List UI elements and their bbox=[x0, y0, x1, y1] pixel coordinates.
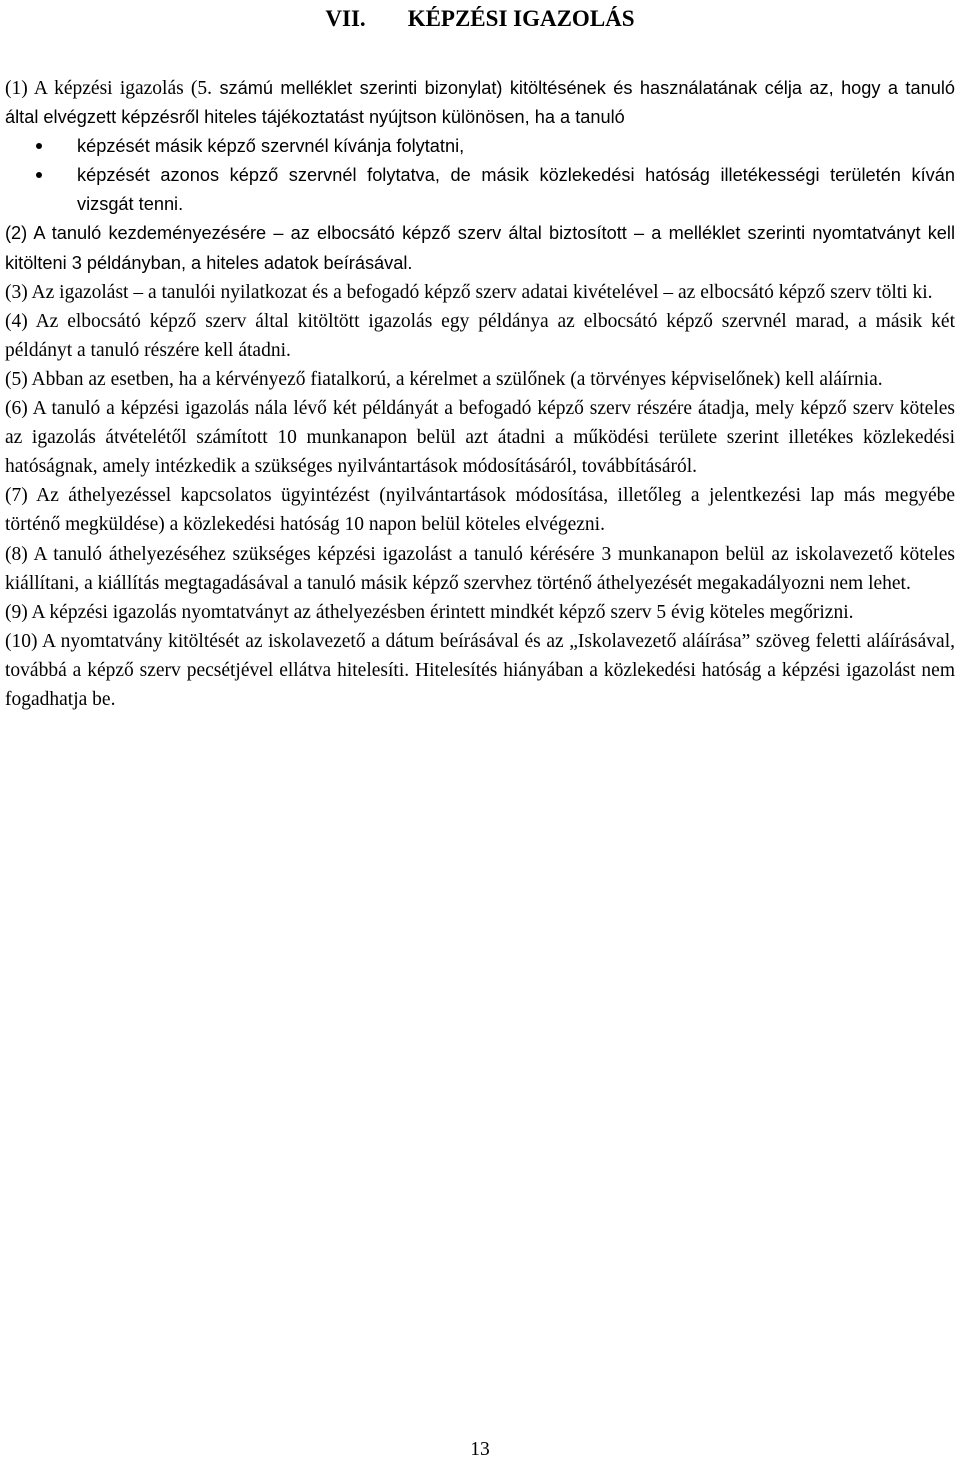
paragraph-8: (8) A tanuló áthelyezéséhez szükséges képzési igazolást a tanuló kérésére 3 munkanapon belül az iskolavezető köteles kiállítani, a kiállítás megtagadásával a tanuló másik képző szervhez történő áthelyezését megakadályozni nem lehet. bbox=[5, 543, 955, 594]
paragraph-9: (9) A képzési igazolás nyomtatványt az áthelyezésben érintett mindkét képző szerv 5 évig köteles megőrizni. bbox=[5, 601, 854, 623]
paragraph-3: (3) Az igazolást – a tanulói nyilatkozat és a befogadó képző szerv adatai kivételével – az elbocsátó képző szerv tölti ki. bbox=[5, 281, 933, 303]
bullet-list bbox=[5, 132, 955, 219]
bullet-dot-icon bbox=[36, 143, 42, 149]
paragraph-6: (6) A tanuló a képzési igazolás nála lévő két példányát a befogadó képző szerv részére átadja, mely képző szerv köteles az igazolás átvételétől számított 10 munkanapon belül azt átadni a működési területe szerint illetékes közlekedési hatóságnak, amely intézkedik a szükséges nyilvántartások módosításáról, továbbításáról. bbox=[5, 398, 955, 478]
paragraph-1-lead: (1) A képzési igazolás (5. bbox=[5, 78, 213, 99]
section-number: VII. bbox=[325, 6, 366, 31]
section-title: KÉPZÉSI IGAZOLÁS bbox=[407, 6, 635, 31]
paragraph-10: (10) A nyomtatvány kitöltését az iskolavezető a dátum beírásával és az „Iskolavezető aláírása” szöveg feletti aláírásával, továbbá a képző szerv pecsétjével ellátva hitelesíti. Hitelesítés hiányában a közlekedési hatóság a képzési igazolást nem fogadhatja be. bbox=[5, 630, 955, 710]
document-body bbox=[5, 74, 955, 714]
paragraph-4: (4) Az elbocsátó képző szerv által kitöltött igazolás egy példánya az elbocsátó képző szervnél marad, a másik két példányt a tanuló részére kell átadni. bbox=[5, 310, 955, 361]
section-heading bbox=[0, 4, 960, 34]
paragraph-1 bbox=[5, 74, 955, 132]
bullet-item-text: képzését azonos képző szervnél folytatva, de másik közlekedési hatóság illetékességi területén kíván vizsgát tenni. bbox=[77, 165, 955, 215]
paragraph-2: (2) A tanuló kezdeményezésére – az elbocsátó képző szerv által biztosított – a melléklet szerinti nyomtatványt kell kitölteni 3 példányban, a hiteles adatok beírásával. bbox=[5, 223, 955, 273]
bullet-item bbox=[5, 161, 955, 219]
paragraph-1-text: számú melléklet szerinti bizonylat) kitöltésének és használatának célja az, hogy a tanuló által elvégzett képzésről hiteles tájékoztatást nyújtson különösen, ha a tanuló bbox=[5, 78, 955, 128]
paragraph-5: (5) Abban az esetben, ha a kérvényező fiatalkorú, a kérelmet a szülőnek (a törvényes képviselőnek) kell aláírnia. bbox=[5, 368, 883, 390]
bullet-item-text: képzését másik képző szervnél kívánja folytatni, bbox=[77, 136, 465, 157]
page-number: 13 bbox=[470, 1439, 490, 1460]
paragraph-7: (7) Az áthelyezéssel kapcsolatos ügyintézést (nyilvántartások módosítása, illetőleg a jelentkezési lap más megyébe történő megküldése) a közlekedési hatóság 10 napon belül köteles elvégezni. bbox=[5, 485, 955, 536]
bullet-dot-icon bbox=[36, 172, 42, 178]
bullet-item bbox=[5, 132, 955, 161]
